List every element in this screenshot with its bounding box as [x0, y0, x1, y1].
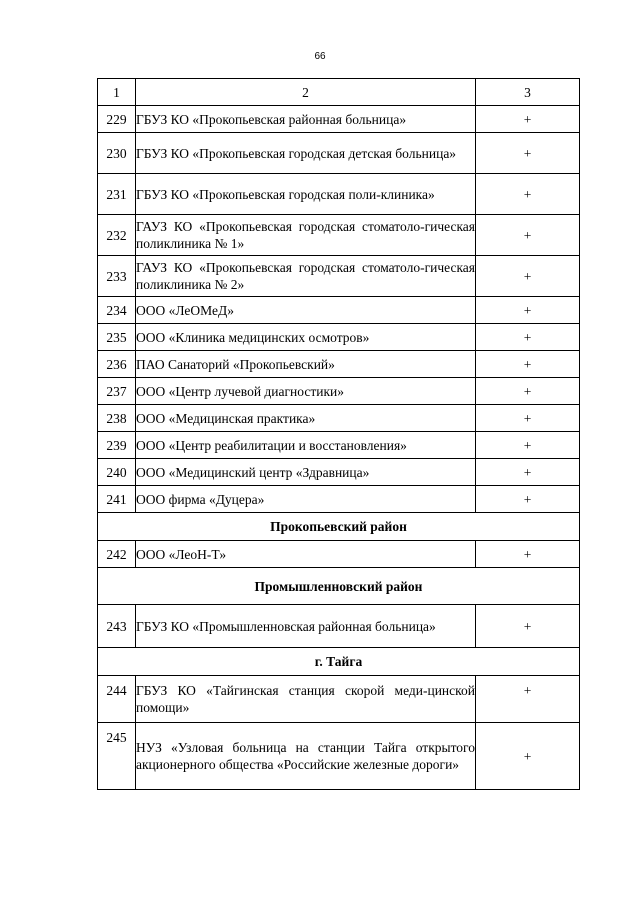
organization-name: ПАО Санаторий «Прокопьевский»: [136, 351, 476, 378]
table-row: [98, 541, 580, 568]
mark: +: [476, 605, 580, 648]
row-number: 241: [98, 486, 136, 513]
mark: +: [476, 106, 580, 133]
mark: +: [476, 324, 580, 351]
row-number: 240: [98, 459, 136, 486]
table-row: [98, 351, 580, 378]
organization-name: НУЗ «Узловая больница на станции Тайга открытого акционерного общества «Российские железные дороги»: [136, 723, 476, 790]
row-number: 239: [98, 432, 136, 459]
mark: +: [476, 351, 580, 378]
section-row: [98, 648, 580, 676]
header-col-1: 1: [98, 79, 136, 106]
row-number: 234: [98, 297, 136, 324]
mark: +: [476, 541, 580, 568]
mark: +: [476, 405, 580, 432]
organization-name: ГБУЗ КО «Прокопьевская городская поли-клиника»: [136, 174, 476, 215]
organization-name: ООО «Медицинская практика»: [136, 405, 476, 432]
table-row: [98, 215, 580, 256]
row-number: 230: [98, 133, 136, 174]
organization-name: ООО «Клиника медицинских осмотров»: [136, 324, 476, 351]
organization-name: ООО фирма «Дуцера»: [136, 486, 476, 513]
organization-name: ООО «Центр лучевой диагностики»: [136, 378, 476, 405]
header-col-3: 3: [476, 79, 580, 106]
row-number: 238: [98, 405, 136, 432]
organization-name: ГАУЗ КО «Прокопьевская городская стоматоло-гическая поликлиника № 1»: [136, 215, 476, 256]
row-number: 235: [98, 324, 136, 351]
mark: +: [476, 378, 580, 405]
row-number: 245: [98, 723, 136, 790]
table-row: [98, 723, 580, 790]
table-row: [98, 432, 580, 459]
organization-name: ООО «Медицинский центр «Здравница»: [136, 459, 476, 486]
table-row: [98, 297, 580, 324]
mark: +: [476, 432, 580, 459]
section-heading: Промышленновский район: [98, 568, 580, 605]
mark: +: [476, 486, 580, 513]
row-number: 236: [98, 351, 136, 378]
table-row: [98, 133, 580, 174]
organization-name: ГБУЗ КО «Прокопьевская районная больница»: [136, 106, 476, 133]
organization-name: ООО «ЛеоН-Т»: [136, 541, 476, 568]
table-row: [98, 405, 580, 432]
mark: +: [476, 215, 580, 256]
table-row: [98, 378, 580, 405]
row-number: 232: [98, 215, 136, 256]
mark: +: [476, 723, 580, 790]
mark: +: [476, 133, 580, 174]
organization-name: ГАУЗ КО «Прокопьевская городская стоматоло-гическая поликлиника № 2»: [136, 256, 476, 297]
table-row: [98, 486, 580, 513]
mark: +: [476, 459, 580, 486]
table-row: [98, 106, 580, 133]
mark: +: [476, 297, 580, 324]
mark: +: [476, 256, 580, 297]
section-row: [98, 513, 580, 541]
table-row: [98, 676, 580, 723]
section-heading: г. Тайга: [98, 648, 580, 676]
row-number: 237: [98, 378, 136, 405]
table-row: [98, 605, 580, 648]
mark: +: [476, 676, 580, 723]
table-row: [98, 324, 580, 351]
page-number: 66: [314, 51, 326, 62]
organization-name: ООО «ЛеОМеД»: [136, 297, 476, 324]
row-number: 229: [98, 106, 136, 133]
row-number: 231: [98, 174, 136, 215]
row-number: 242: [98, 541, 136, 568]
organizations-table: [97, 78, 580, 790]
row-number: 233: [98, 256, 136, 297]
organization-name: ГБУЗ КО «Промышленновская районная больница»: [136, 605, 476, 648]
table-row: [98, 174, 580, 215]
mark: +: [476, 174, 580, 215]
organization-name: ГБУЗ КО «Прокопьевская городская детская больница»: [136, 133, 476, 174]
section-heading: Прокопьевский район: [98, 513, 580, 541]
row-number: 243: [98, 605, 136, 648]
table-header-row: [98, 79, 580, 106]
organization-name: ГБУЗ КО «Тайгинская станция скорой меди-цинской помощи»: [136, 676, 476, 723]
organization-name: ООО «Центр реабилитации и восстановления»: [136, 432, 476, 459]
header-col-2: 2: [136, 79, 476, 106]
section-row: [98, 568, 580, 605]
table-row: [98, 459, 580, 486]
table-row: [98, 256, 580, 297]
row-number: 244: [98, 676, 136, 723]
